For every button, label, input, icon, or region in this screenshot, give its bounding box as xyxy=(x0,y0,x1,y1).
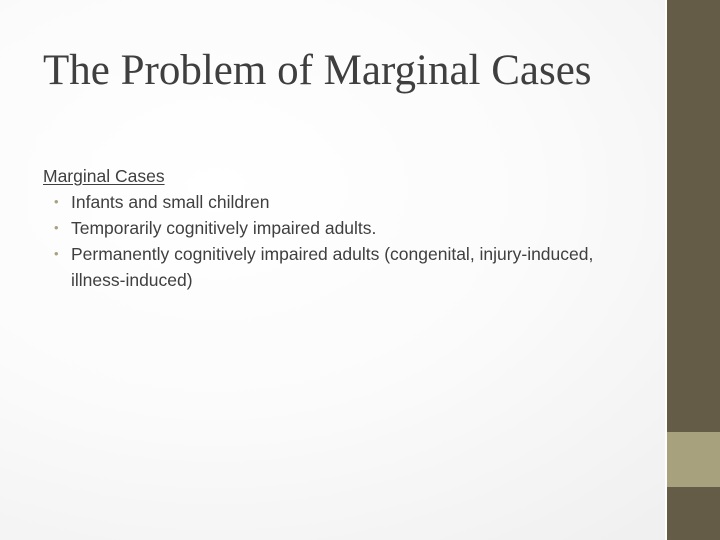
bullet-list xyxy=(43,189,643,293)
sidebar-panel-top xyxy=(667,0,720,432)
bullet-icon: • xyxy=(54,194,59,209)
bullet-item xyxy=(43,189,643,215)
slide-title: The Problem of Marginal Cases xyxy=(43,47,592,94)
bullet-item xyxy=(43,241,643,293)
bullet-text: Temporarily cognitively impaired adults. xyxy=(71,218,377,238)
bullet-text: Infants and small children xyxy=(71,192,270,212)
bullet-item xyxy=(43,215,643,241)
bullet-icon: • xyxy=(54,246,59,261)
bullet-text: Permanently cognitively impaired adults (congenital, injury-induced, illness-induced) xyxy=(71,244,594,290)
bullet-icon: • xyxy=(54,220,59,235)
sidebar-accent-block xyxy=(667,432,720,487)
section-heading: Marginal Cases xyxy=(43,166,165,186)
sidebar-panel-bottom xyxy=(667,487,720,540)
slide-body xyxy=(43,163,643,293)
